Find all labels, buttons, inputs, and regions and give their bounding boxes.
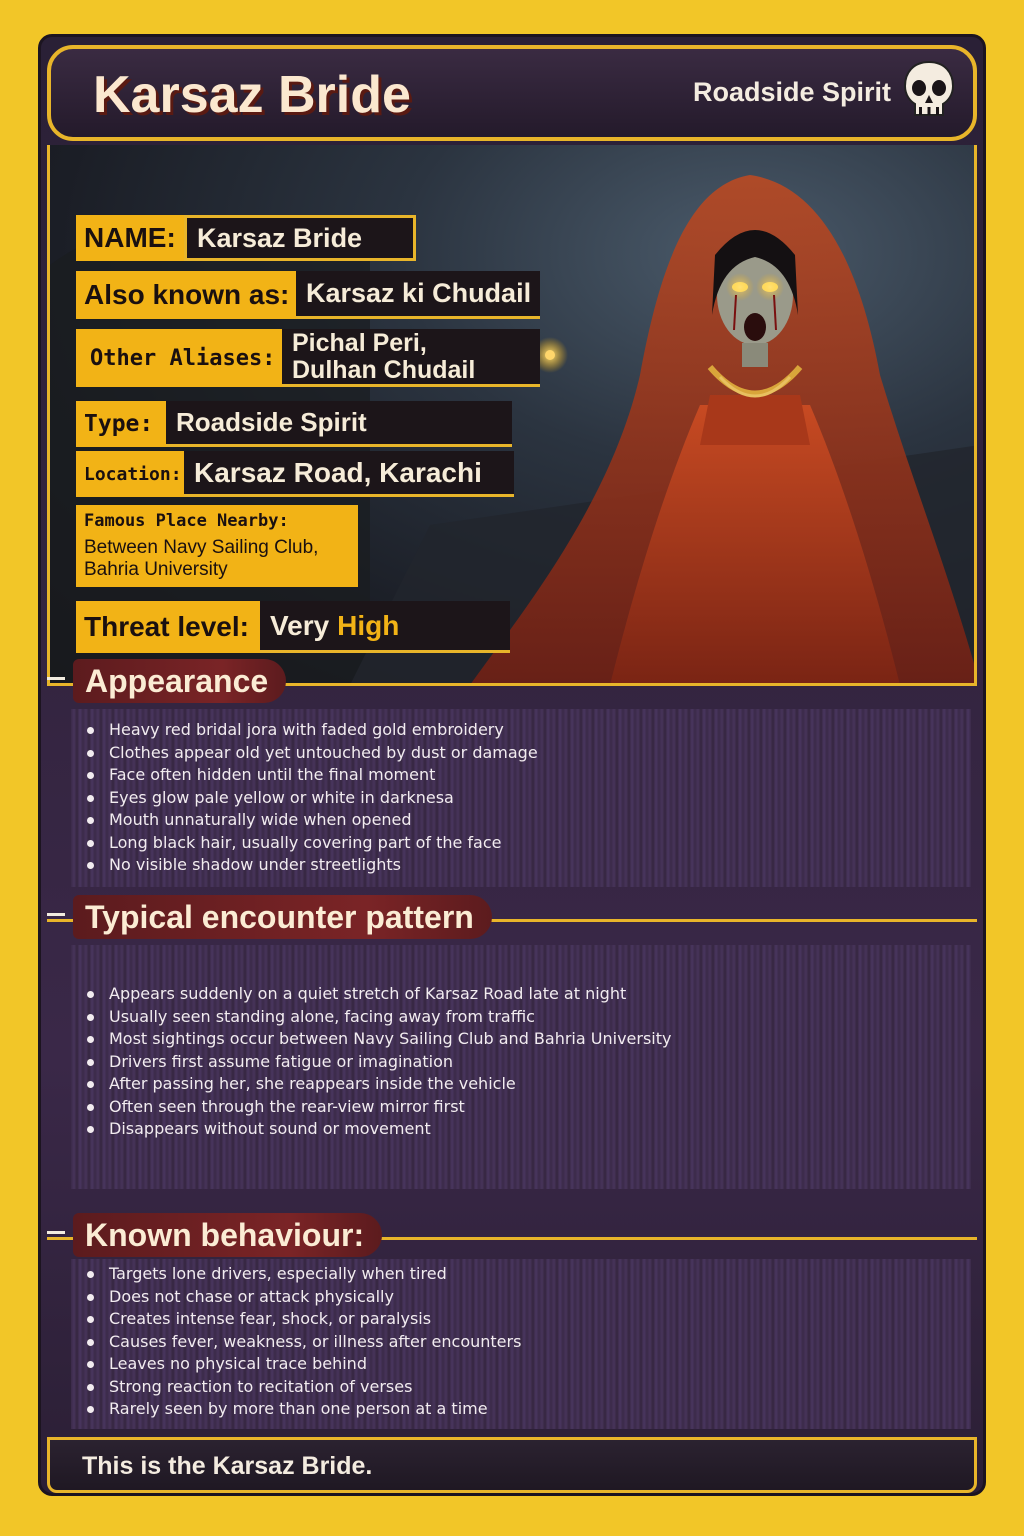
encounter-header (47, 895, 977, 939)
behaviour-panel (71, 1259, 971, 1429)
list-item: Does not chase or attack physically (83, 1286, 521, 1309)
footer (47, 1437, 977, 1493)
divider-dash (47, 1231, 65, 1234)
location-value: Karsaz Road, Karachi (184, 451, 514, 497)
divider-dash (47, 677, 65, 680)
alias-1: Pichal Peri, (292, 328, 427, 357)
list-item: Face often hidden until the final moment (83, 764, 538, 787)
profile-card (38, 34, 986, 1496)
behaviour-header (47, 1213, 977, 1257)
hero-image (47, 145, 977, 685)
category-badge: Roadside Spirit (692, 77, 891, 107)
appearance-panel (71, 709, 971, 887)
list-item: Often seen through the rear-view mirror first (83, 1096, 671, 1119)
name-value: Karsaz Bride (184, 215, 416, 261)
behaviour-heading: Known behaviour: (73, 1213, 382, 1257)
famous-place-line-2: Bahria University (84, 559, 228, 580)
famous-place (76, 505, 358, 587)
famous-place-line-1: Between Navy Sailing Club, (84, 537, 319, 558)
aliases-value (282, 329, 540, 387)
threat-value-very: Very (270, 609, 330, 641)
list-item: Heavy red bridal jora with faded gold embroidery (83, 719, 538, 742)
appearance-heading: Appearance (73, 659, 286, 703)
name-label: NAME: (76, 215, 184, 261)
list-item: Long black hair, usually covering part of the face (83, 832, 538, 855)
list-item: No visible shadow under streetlights (83, 854, 538, 877)
encounter-panel (71, 945, 971, 1189)
aka-value: Karsaz ki Chudail (296, 271, 540, 319)
appearance-list (83, 719, 538, 877)
list-item: Eyes glow pale yellow or white in darknesa (83, 787, 538, 810)
appearance-header (47, 659, 977, 703)
encounter-heading: Typical encounter pattern (73, 895, 492, 939)
list-item: Usually seen standing alone, facing away from traffic (83, 1006, 671, 1029)
list-item: Appears suddenly on a quiet stretch of Karsaz Road late at night (83, 983, 671, 1006)
behaviour-list (83, 1263, 521, 1421)
list-item: Targets lone drivers, especially when tired (83, 1263, 521, 1286)
threat-value (260, 601, 510, 653)
alias-2: Dulhan Chudail (292, 355, 476, 384)
location-label: Location: (76, 451, 184, 497)
aka-label: Also known as: (76, 271, 296, 319)
encounter-list (83, 983, 671, 1141)
list-item: Drivers first assume fatigue or imagination (83, 1051, 671, 1074)
title-bar (47, 45, 977, 141)
skull-icon (901, 59, 957, 123)
list-item: Rarely seen by more than one person at a time (83, 1398, 521, 1421)
footer-text: This is the Karsaz Bride. (82, 1452, 373, 1480)
famous-place-label: Famous Place Nearby: (84, 511, 289, 531)
threat-label: Threat level: (76, 601, 260, 653)
threat-value-high: High (337, 609, 400, 641)
list-item: Mouth unnaturally wide when opened (83, 809, 538, 832)
list-item: Strong reaction to recitation of verses (83, 1376, 521, 1399)
type-label: Type: (76, 401, 166, 447)
list-item: Disappears without sound or movement (83, 1118, 671, 1141)
divider-dash (47, 913, 65, 916)
list-item: Creates intense fear, shock, or paralysis (83, 1308, 521, 1331)
list-item: Clothes appear old yet untouched by dust or damage (83, 742, 538, 765)
list-item: Most sightings occur between Navy Sailing Club and Bahria University (83, 1028, 671, 1051)
list-item: Leaves no physical trace behind (83, 1353, 521, 1376)
list-item: Causes fever, weakness, or illness after encounters (83, 1331, 521, 1354)
page-title: Karsaz Bride (93, 66, 411, 124)
aliases-label: Other Aliases: (76, 329, 282, 387)
type-value: Roadside Spirit (166, 401, 512, 447)
list-item: After passing her, she reappears inside the vehicle (83, 1073, 671, 1096)
